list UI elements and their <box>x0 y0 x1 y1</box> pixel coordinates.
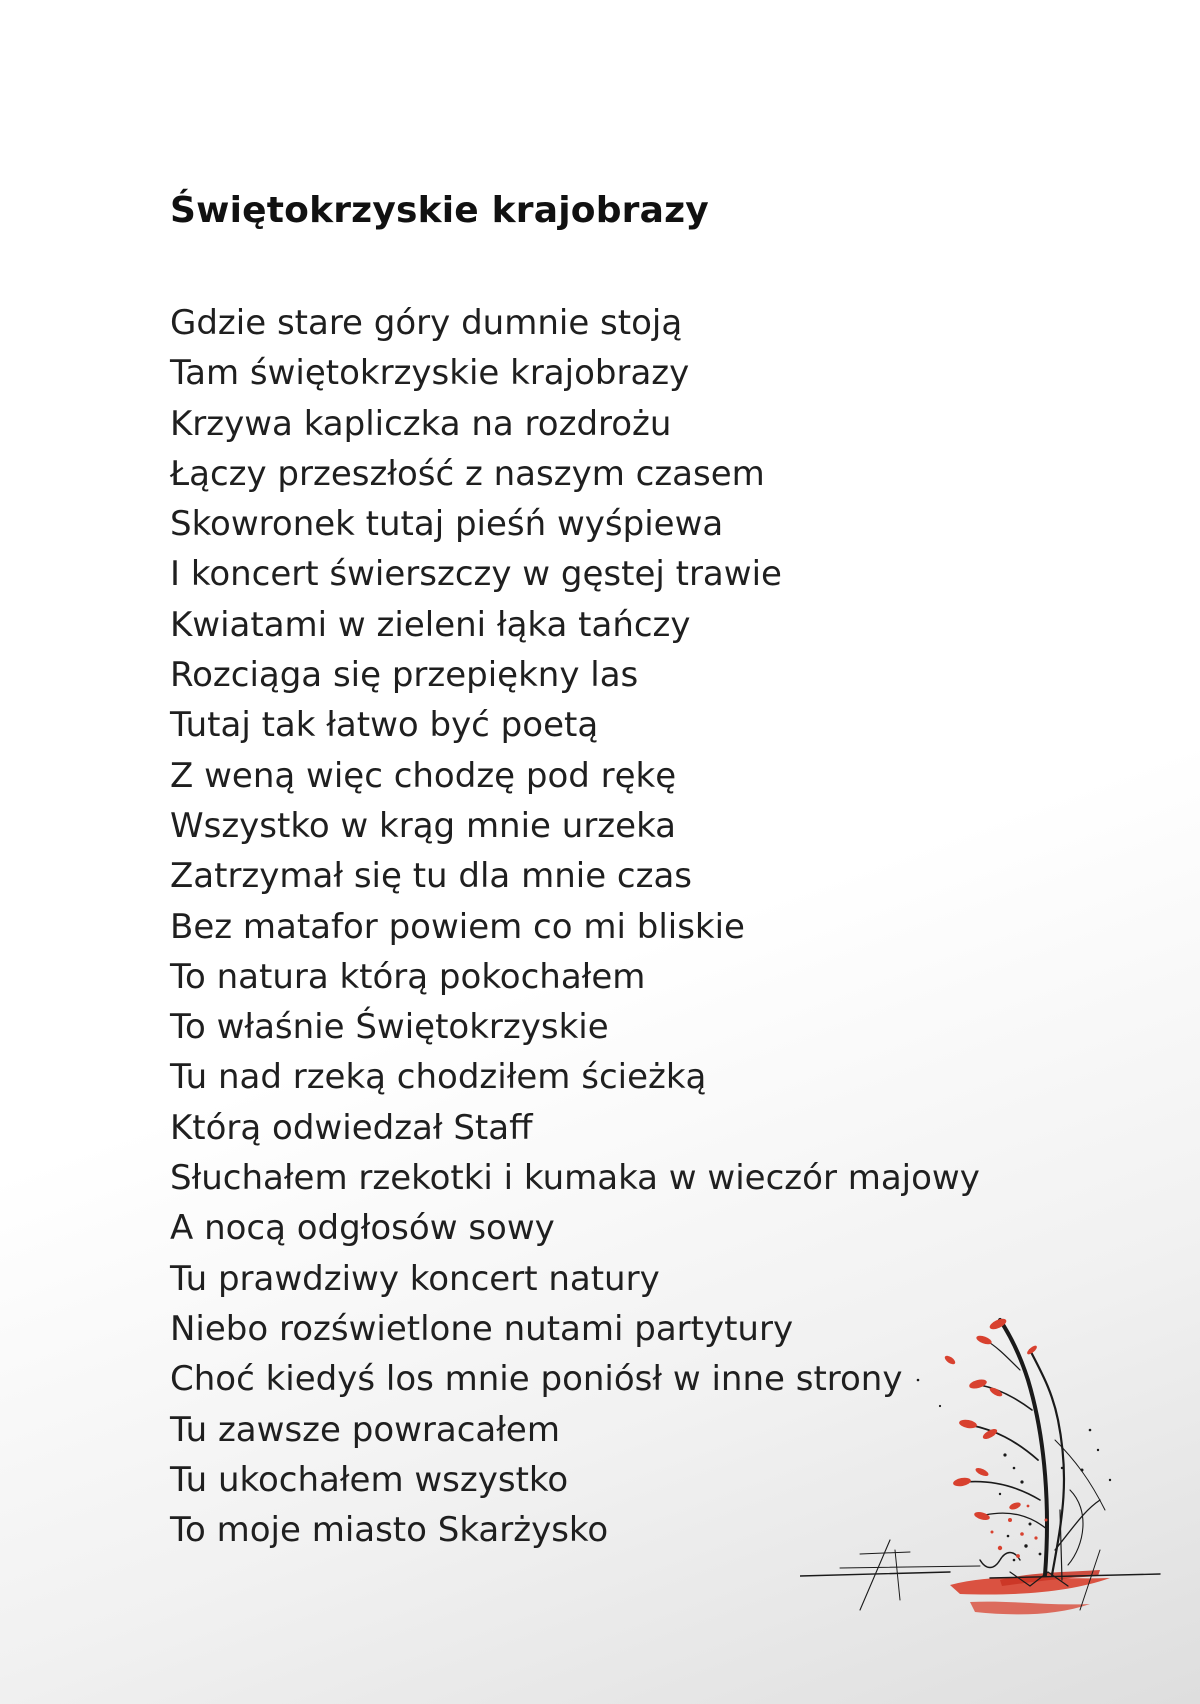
poem-line: Łączy przeszłość z naszym czasem <box>170 453 765 494</box>
poem-line: Zatrzymał się tu dla mnie czas <box>170 856 693 897</box>
poem-line: Wszystko w krąg mnie urzeka <box>170 805 676 846</box>
poem-line: To właśnie Świętokrzyskie <box>170 1007 609 1048</box>
poem-line: Tutaj tak łatwo być poetą <box>170 705 599 746</box>
poem-line: Bez matafor powiem co mi bliskie <box>170 906 745 947</box>
poem-line: Choć kiedyś los mnie poniósł w inne strony <box>170 1359 903 1400</box>
poem-line: A nocą odgłosów sowy <box>170 1208 555 1249</box>
poem-title: Świętokrzyskie krajobrazy <box>170 190 709 231</box>
poem-line: Tu ukochałem wszystko <box>170 1459 569 1500</box>
ink-tree-branch-icon <box>800 1310 1180 1650</box>
poem-line: Tu zawsze powracałem <box>170 1409 560 1450</box>
poem-line: I koncert świerszczy w gęstej trawie <box>170 554 782 595</box>
poem-line: Którą odwiedzał Staff <box>170 1107 533 1148</box>
poem-line: To moje miasto Skarżysko <box>170 1510 609 1551</box>
red-brush-stroke <box>970 1602 1090 1615</box>
poem-line: Krzywa kapliczka na rozdrożu <box>170 403 672 444</box>
poem-line: To natura którą pokochałem <box>170 956 646 997</box>
poem-line: Gdzie stare góry dumnie stoją <box>170 303 683 343</box>
poem-line: Rozciąga się przepiękny las <box>170 655 639 696</box>
poem-line: Skowronek tutaj pieśń wyśpiewa <box>170 504 724 545</box>
poem-line: Kwiatami w zieleni łąka tańczy <box>170 604 691 645</box>
poem-line: Niebo rozświetlone nutami partytury <box>170 1308 794 1349</box>
poem-line: Tam świętokrzyskie krajobrazy <box>170 353 690 394</box>
poem-line: Słuchałem rzekotki i kumaka w wieczór majowy <box>170 1158 980 1199</box>
poem-line: Tu prawdziwy koncert natury <box>170 1258 660 1299</box>
poem-line: Tu nad rzeką chodziłem ścieżką <box>170 1057 707 1098</box>
poem-line: Z weną więc chodzę pod rękę <box>170 755 677 796</box>
